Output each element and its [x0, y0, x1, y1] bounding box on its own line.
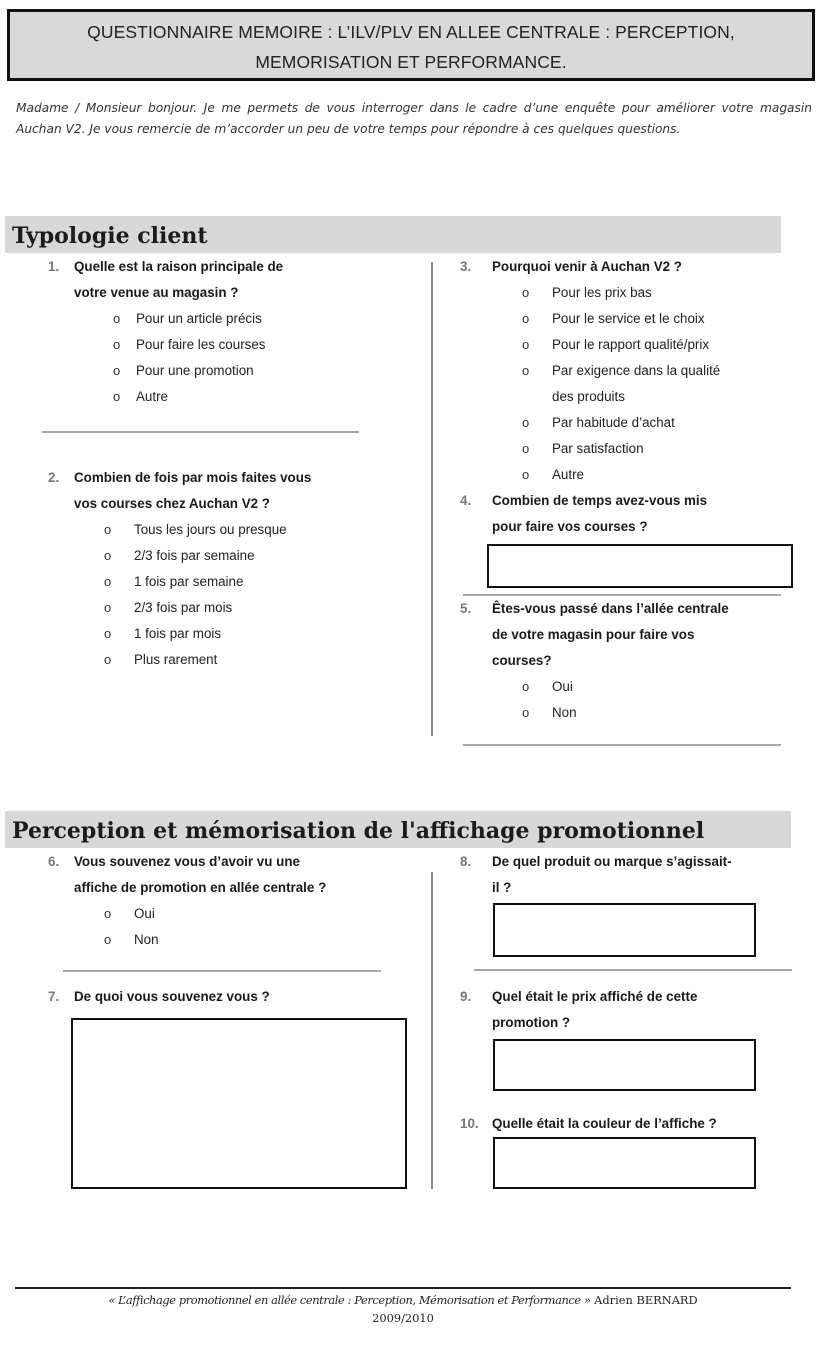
section-heading-typologie: Typologie client	[5, 216, 781, 253]
question-text: Pourquoi venir à Auchan V2 ?	[492, 259, 682, 274]
radio-bullet-icon[interactable]: o	[522, 363, 530, 378]
question-text: pour faire vos courses ?	[492, 519, 648, 534]
radio-bullet-icon[interactable]: o	[104, 574, 112, 589]
question-number: 8.	[460, 854, 472, 869]
question-text: Quelle était la couleur de l’affiche ?	[492, 1116, 717, 1131]
separator-line	[474, 969, 792, 971]
question-number: 3.	[460, 259, 472, 274]
option-label: Autre	[552, 467, 585, 482]
radio-bullet-icon[interactable]: o	[522, 415, 530, 430]
option-label: 2/3 fois par mois	[134, 600, 233, 615]
question-text: vos courses chez Auchan V2 ?	[74, 496, 270, 511]
title-line-1: QUESTIONNAIRE MEMOIRE : L’ILV/PLV EN ALLEE CENTRALE : PERCEPTION,	[87, 22, 735, 42]
footer-rule	[15, 1287, 791, 1289]
radio-bullet-icon[interactable]: o	[522, 337, 530, 352]
answer-box-price[interactable]	[493, 1039, 756, 1091]
question-text: Quel était le prix affiché de cette	[492, 989, 698, 1004]
option-label: Par satisfaction	[552, 441, 644, 456]
answer-box-product[interactable]	[493, 903, 756, 957]
option-label: Pour une promotion	[136, 363, 254, 378]
question-number: 1.	[48, 259, 60, 274]
radio-bullet-icon[interactable]: o	[522, 311, 530, 326]
answer-box-time[interactable]	[487, 544, 793, 588]
option-label: 1 fois par mois	[134, 626, 222, 641]
radio-bullet-icon[interactable]: o	[113, 389, 121, 404]
question-text: De quel produit ou marque s’agissait-	[492, 854, 732, 869]
section-heading-perception: Perception et mémorisation de l'affichage promotionnel	[5, 811, 791, 848]
question-text: Quelle est la raison principale de	[74, 259, 284, 274]
separator-line	[63, 970, 381, 972]
option-label: Tous les jours ou presque	[134, 522, 287, 537]
radio-bullet-icon[interactable]: o	[104, 548, 112, 563]
radio-bullet-icon[interactable]: o	[104, 932, 112, 947]
question-number: 5.	[460, 601, 472, 616]
option-label: Par habitude d’achat	[552, 415, 675, 430]
radio-bullet-icon[interactable]: o	[522, 679, 530, 694]
radio-bullet-icon[interactable]: o	[522, 705, 530, 720]
option-label: 2/3 fois par semaine	[134, 548, 255, 563]
question-text: Combien de fois par mois faites vous	[74, 470, 312, 485]
option-label: Pour le service et le choix	[552, 311, 705, 326]
radio-bullet-icon[interactable]: o	[522, 441, 530, 456]
question-text: courses?	[492, 653, 552, 668]
separator-line	[42, 431, 359, 433]
radio-bullet-icon[interactable]: o	[104, 626, 112, 641]
footer-year: 2009/2010	[372, 1311, 434, 1325]
question-text: affiche de promotion en allée centrale ?	[74, 880, 327, 895]
question-number: 6.	[48, 854, 60, 869]
question-text: il ?	[492, 880, 512, 895]
option-label: Autre	[136, 389, 169, 404]
question-text: De quoi vous souvenez vous ?	[74, 989, 270, 1004]
separator-line	[463, 744, 781, 746]
question-text: promotion ?	[492, 1015, 571, 1030]
question-number: 7.	[48, 989, 60, 1004]
option-label: Oui	[134, 906, 155, 921]
option-label: Pour le rapport qualité/prix	[552, 337, 710, 352]
footer	[15, 1291, 791, 1327]
title-line-2: MEMORISATION ET PERFORMANCE.	[255, 52, 567, 72]
option-label: Pour faire les courses	[136, 337, 266, 352]
question-text: votre venue au magasin ?	[74, 285, 239, 300]
option-label-continued: des produits	[552, 389, 625, 404]
radio-bullet-icon[interactable]: o	[113, 311, 121, 326]
option-label: Plus rarement	[134, 652, 218, 667]
option-label: Oui	[552, 679, 573, 694]
question-number: 9.	[460, 989, 472, 1004]
column-divider	[431, 262, 433, 736]
radio-bullet-icon[interactable]: o	[113, 337, 121, 352]
question-text: Vous souvenez vous d’avoir vu une	[74, 854, 300, 869]
answer-box-memory[interactable]	[71, 1018, 407, 1189]
option-label: Non	[552, 705, 577, 720]
option-label: 1 fois par semaine	[134, 574, 244, 589]
questionnaire-title	[7, 9, 815, 81]
footer-author: Adrien BERNARD	[594, 1293, 698, 1307]
option-label: Non	[134, 932, 159, 947]
option-label: Pour les prix bas	[552, 285, 652, 300]
question-text: Êtes-vous passé dans l’allée centrale	[492, 601, 729, 616]
radio-bullet-icon[interactable]: o	[522, 285, 530, 300]
radio-bullet-icon[interactable]: o	[104, 600, 112, 615]
option-label: Pour un article précis	[136, 311, 262, 326]
radio-bullet-icon[interactable]: o	[104, 906, 112, 921]
intro-text: Madame / Monsieur bonjour. Je me permets de vous interroger dans le cadre d’une enquête pour améliorer votre magasin Auchan V2. Je vous remercie de m’accorder un peu de votre temps pour répondre à ces quelques questions.	[16, 101, 812, 136]
option-label: Par exigence dans la qualité	[552, 363, 721, 378]
question-text: de votre magasin pour faire vos	[492, 627, 695, 642]
answer-box-color[interactable]	[493, 1137, 756, 1189]
question-number: 10.	[460, 1116, 479, 1131]
column-divider	[431, 872, 433, 1189]
radio-bullet-icon[interactable]: o	[104, 652, 112, 667]
question-number: 4.	[460, 493, 472, 508]
radio-bullet-icon[interactable]: o	[522, 467, 530, 482]
question-number: 2.	[48, 470, 60, 485]
radio-bullet-icon[interactable]: o	[113, 363, 121, 378]
radio-bullet-icon[interactable]: o	[104, 522, 112, 537]
footer-citation: « L’affichage promotionnel en allée centrale : Perception, Mémorisation et Performance »	[108, 1293, 591, 1307]
question-text: Combien de temps avez-vous mis	[492, 493, 708, 508]
